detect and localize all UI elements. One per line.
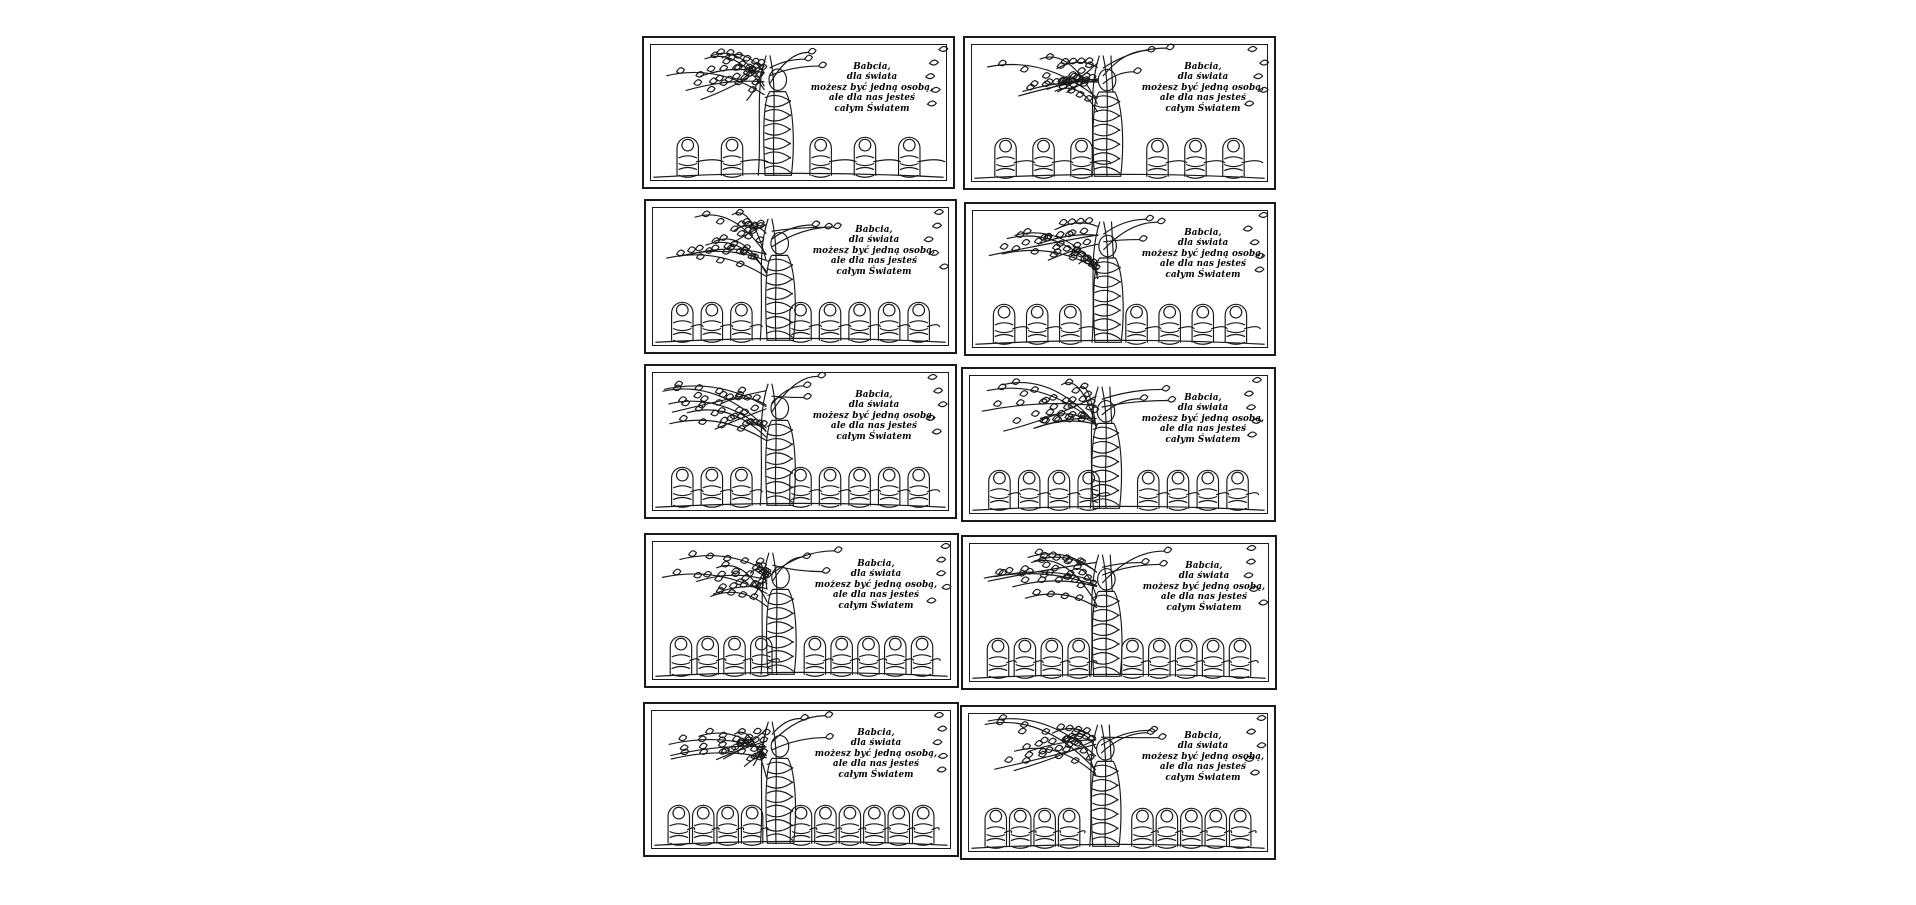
verse-line: dla świata xyxy=(846,72,898,83)
verse-text xyxy=(809,390,939,442)
verse-line: Babcia, xyxy=(853,62,891,72)
child-figure xyxy=(987,638,1016,678)
verse-line: dla świata xyxy=(1177,403,1229,414)
child-figure xyxy=(810,137,856,177)
child-figure xyxy=(701,467,732,507)
child-figure xyxy=(1149,638,1178,678)
child-figure xyxy=(1227,470,1259,510)
child-figure xyxy=(1041,638,1070,678)
verse-line: dla świata xyxy=(1177,741,1229,752)
child-figure xyxy=(693,805,720,845)
child-figure xyxy=(1181,808,1208,848)
verse-text xyxy=(1139,561,1269,613)
child-figure xyxy=(913,805,940,845)
child-figure xyxy=(911,636,940,676)
grandmother-figure xyxy=(766,398,796,506)
verse-line: możesz być jedną osobą, xyxy=(1141,413,1265,424)
child-figure xyxy=(721,137,767,177)
children-row xyxy=(677,137,945,177)
child-figure xyxy=(1048,470,1080,510)
children-row xyxy=(987,638,1258,678)
verse-line: całym Światem xyxy=(838,769,914,780)
children-row xyxy=(670,636,940,676)
card-panel xyxy=(963,36,1276,190)
verse-line: całym Światem xyxy=(1165,269,1241,280)
verse-line: ale dla nas jesteś xyxy=(1159,93,1247,104)
verse-line: ale dla nas jesteś xyxy=(828,93,916,104)
child-figure xyxy=(995,138,1035,178)
card-panel xyxy=(644,533,959,688)
child-figure xyxy=(1192,304,1227,344)
child-figure xyxy=(1185,138,1225,178)
verse-line: możesz być jedną osobą, xyxy=(812,410,936,421)
card-panel xyxy=(642,36,955,189)
verse-text xyxy=(1138,731,1268,783)
child-figure xyxy=(1060,304,1095,344)
card-panel xyxy=(644,364,957,519)
verse-line: całym Światem xyxy=(1165,772,1241,783)
verse-line: ale dla nas jesteś xyxy=(832,759,920,770)
child-figure xyxy=(790,467,821,507)
child-figure xyxy=(819,467,850,507)
child-figure xyxy=(668,805,695,845)
verse-text xyxy=(1138,228,1268,280)
verse-text xyxy=(807,62,937,114)
verse-line: Babcia, xyxy=(857,728,895,738)
children-row xyxy=(995,138,1263,178)
child-figure xyxy=(672,302,703,342)
child-figure xyxy=(1159,304,1194,344)
card-panel xyxy=(961,367,1276,522)
verse-line: całym Światem xyxy=(1165,103,1241,114)
verse-text xyxy=(811,559,941,611)
child-figure xyxy=(1071,138,1111,178)
child-figure xyxy=(1078,470,1110,510)
verse-line: Babcia, xyxy=(857,559,895,569)
child-figure xyxy=(1010,808,1037,848)
child-figure xyxy=(849,302,880,342)
verse-line: ale dla nas jesteś xyxy=(830,421,918,432)
verse-line: Babcia, xyxy=(1184,393,1222,403)
child-figure xyxy=(724,636,753,676)
verse-line: Babcia, xyxy=(1184,731,1222,741)
verse-line: całym Światem xyxy=(838,600,914,611)
grandmother-figure xyxy=(767,567,797,675)
cut-design-sheet xyxy=(638,30,1278,875)
child-figure xyxy=(1205,808,1232,848)
verse-line: Babcia, xyxy=(1184,228,1222,238)
verse-line: całym Światem xyxy=(1166,602,1242,613)
card-panel xyxy=(643,702,959,857)
child-figure xyxy=(1202,638,1231,678)
child-figure xyxy=(854,137,900,177)
child-figure xyxy=(864,805,891,845)
verse-line: możesz być jedną osobą, xyxy=(810,82,934,93)
child-figure xyxy=(731,302,762,342)
grandmother-figure xyxy=(764,69,794,175)
verse-line: ale dla nas jesteś xyxy=(830,256,918,267)
child-figure xyxy=(1176,638,1205,678)
child-figure xyxy=(815,805,842,845)
verse-line: Babcia, xyxy=(1185,561,1223,571)
child-figure xyxy=(831,636,860,676)
child-figure xyxy=(985,808,1012,848)
children-row xyxy=(989,470,1259,510)
verse-line: dla świata xyxy=(850,569,902,580)
verse-line: całym Światem xyxy=(834,103,910,114)
child-figure xyxy=(672,467,703,507)
card-panel xyxy=(644,199,957,354)
verse-line: ale dla nas jesteś xyxy=(832,590,920,601)
child-figure xyxy=(670,636,699,676)
verse-text xyxy=(809,225,939,277)
card-panel xyxy=(961,535,1277,690)
child-figure xyxy=(1197,470,1229,510)
grandmother-figure xyxy=(766,736,796,844)
children-row xyxy=(672,302,940,342)
verse-line: dla świata xyxy=(848,400,900,411)
verse-line: możesz być jedną osobą, xyxy=(1141,751,1265,762)
children-row xyxy=(993,304,1260,344)
verse-line: możesz być jedną osobą, xyxy=(814,748,938,759)
child-figure xyxy=(1122,638,1151,678)
child-figure xyxy=(993,304,1028,344)
child-figure xyxy=(701,302,732,342)
verse-line: całym Światem xyxy=(836,266,912,277)
verse-line: ale dla nas jesteś xyxy=(1160,592,1248,603)
card-panel xyxy=(964,202,1276,356)
verse-line: możesz być jedną osobą, xyxy=(1142,581,1266,592)
child-figure xyxy=(1034,808,1061,848)
child-figure xyxy=(1058,808,1085,848)
child-figure xyxy=(1147,138,1187,178)
child-figure xyxy=(1138,470,1170,510)
verse-line: dla świata xyxy=(1177,72,1229,83)
child-figure xyxy=(888,805,915,845)
verse-text xyxy=(811,728,941,780)
children-row xyxy=(672,467,940,507)
verse-line: Babcia, xyxy=(1184,62,1222,72)
verse-line: możesz być jedną osobą, xyxy=(814,579,938,590)
child-figure xyxy=(677,137,723,177)
child-figure xyxy=(1033,138,1073,178)
child-figure xyxy=(908,467,939,507)
grandmother-figure xyxy=(766,233,796,341)
ground-line xyxy=(654,173,943,177)
child-figure xyxy=(878,467,909,507)
verse-line: dla świata xyxy=(848,235,900,246)
child-figure xyxy=(1225,304,1260,344)
child-figure xyxy=(1229,638,1258,678)
verse-text xyxy=(1138,393,1268,445)
child-figure xyxy=(804,636,833,676)
verse-line: ale dla nas jesteś xyxy=(1159,259,1247,270)
child-figure xyxy=(1026,304,1061,344)
child-figure xyxy=(899,137,945,177)
child-figure xyxy=(697,636,726,676)
verse-line: możesz być jedną osobą, xyxy=(1141,248,1265,259)
verse-line: ale dla nas jesteś xyxy=(1159,424,1247,435)
child-figure xyxy=(1132,808,1159,848)
verse-line: dla świata xyxy=(850,738,902,749)
verse-line: ale dla nas jesteś xyxy=(1159,762,1247,773)
child-figure xyxy=(731,467,762,507)
child-figure xyxy=(878,302,909,342)
child-figure xyxy=(741,805,768,845)
verse-line: możesz być jedną osobą, xyxy=(1141,82,1265,93)
verse-line: dla świata xyxy=(1177,238,1229,249)
child-figure xyxy=(1230,808,1257,848)
child-figure xyxy=(790,302,821,342)
child-figure xyxy=(849,467,880,507)
child-figure xyxy=(751,636,780,676)
child-figure xyxy=(908,302,939,342)
child-figure xyxy=(1223,138,1263,178)
child-figure xyxy=(819,302,850,342)
verse-line: całym Światem xyxy=(1165,434,1241,445)
child-figure xyxy=(717,805,744,845)
child-figure xyxy=(885,636,914,676)
child-figure xyxy=(989,470,1021,510)
verse-line: możesz być jedną osobą, xyxy=(812,245,936,256)
verse-line: Babcia, xyxy=(855,225,893,235)
child-figure xyxy=(839,805,866,845)
verse-line: Babcia, xyxy=(855,390,893,400)
child-figure xyxy=(1126,304,1161,344)
ground-line xyxy=(656,672,947,676)
child-figure xyxy=(1167,470,1199,510)
child-figure xyxy=(858,636,887,676)
grandmother-figure xyxy=(1091,725,1121,846)
verse-line: dla świata xyxy=(1178,571,1230,582)
card-panel xyxy=(960,705,1276,860)
children-row xyxy=(668,805,939,845)
child-figure xyxy=(1018,470,1050,510)
verse-line: całym Światem xyxy=(836,431,912,442)
child-figure xyxy=(1014,638,1043,678)
child-figure xyxy=(1156,808,1183,848)
verse-text xyxy=(1138,62,1268,114)
